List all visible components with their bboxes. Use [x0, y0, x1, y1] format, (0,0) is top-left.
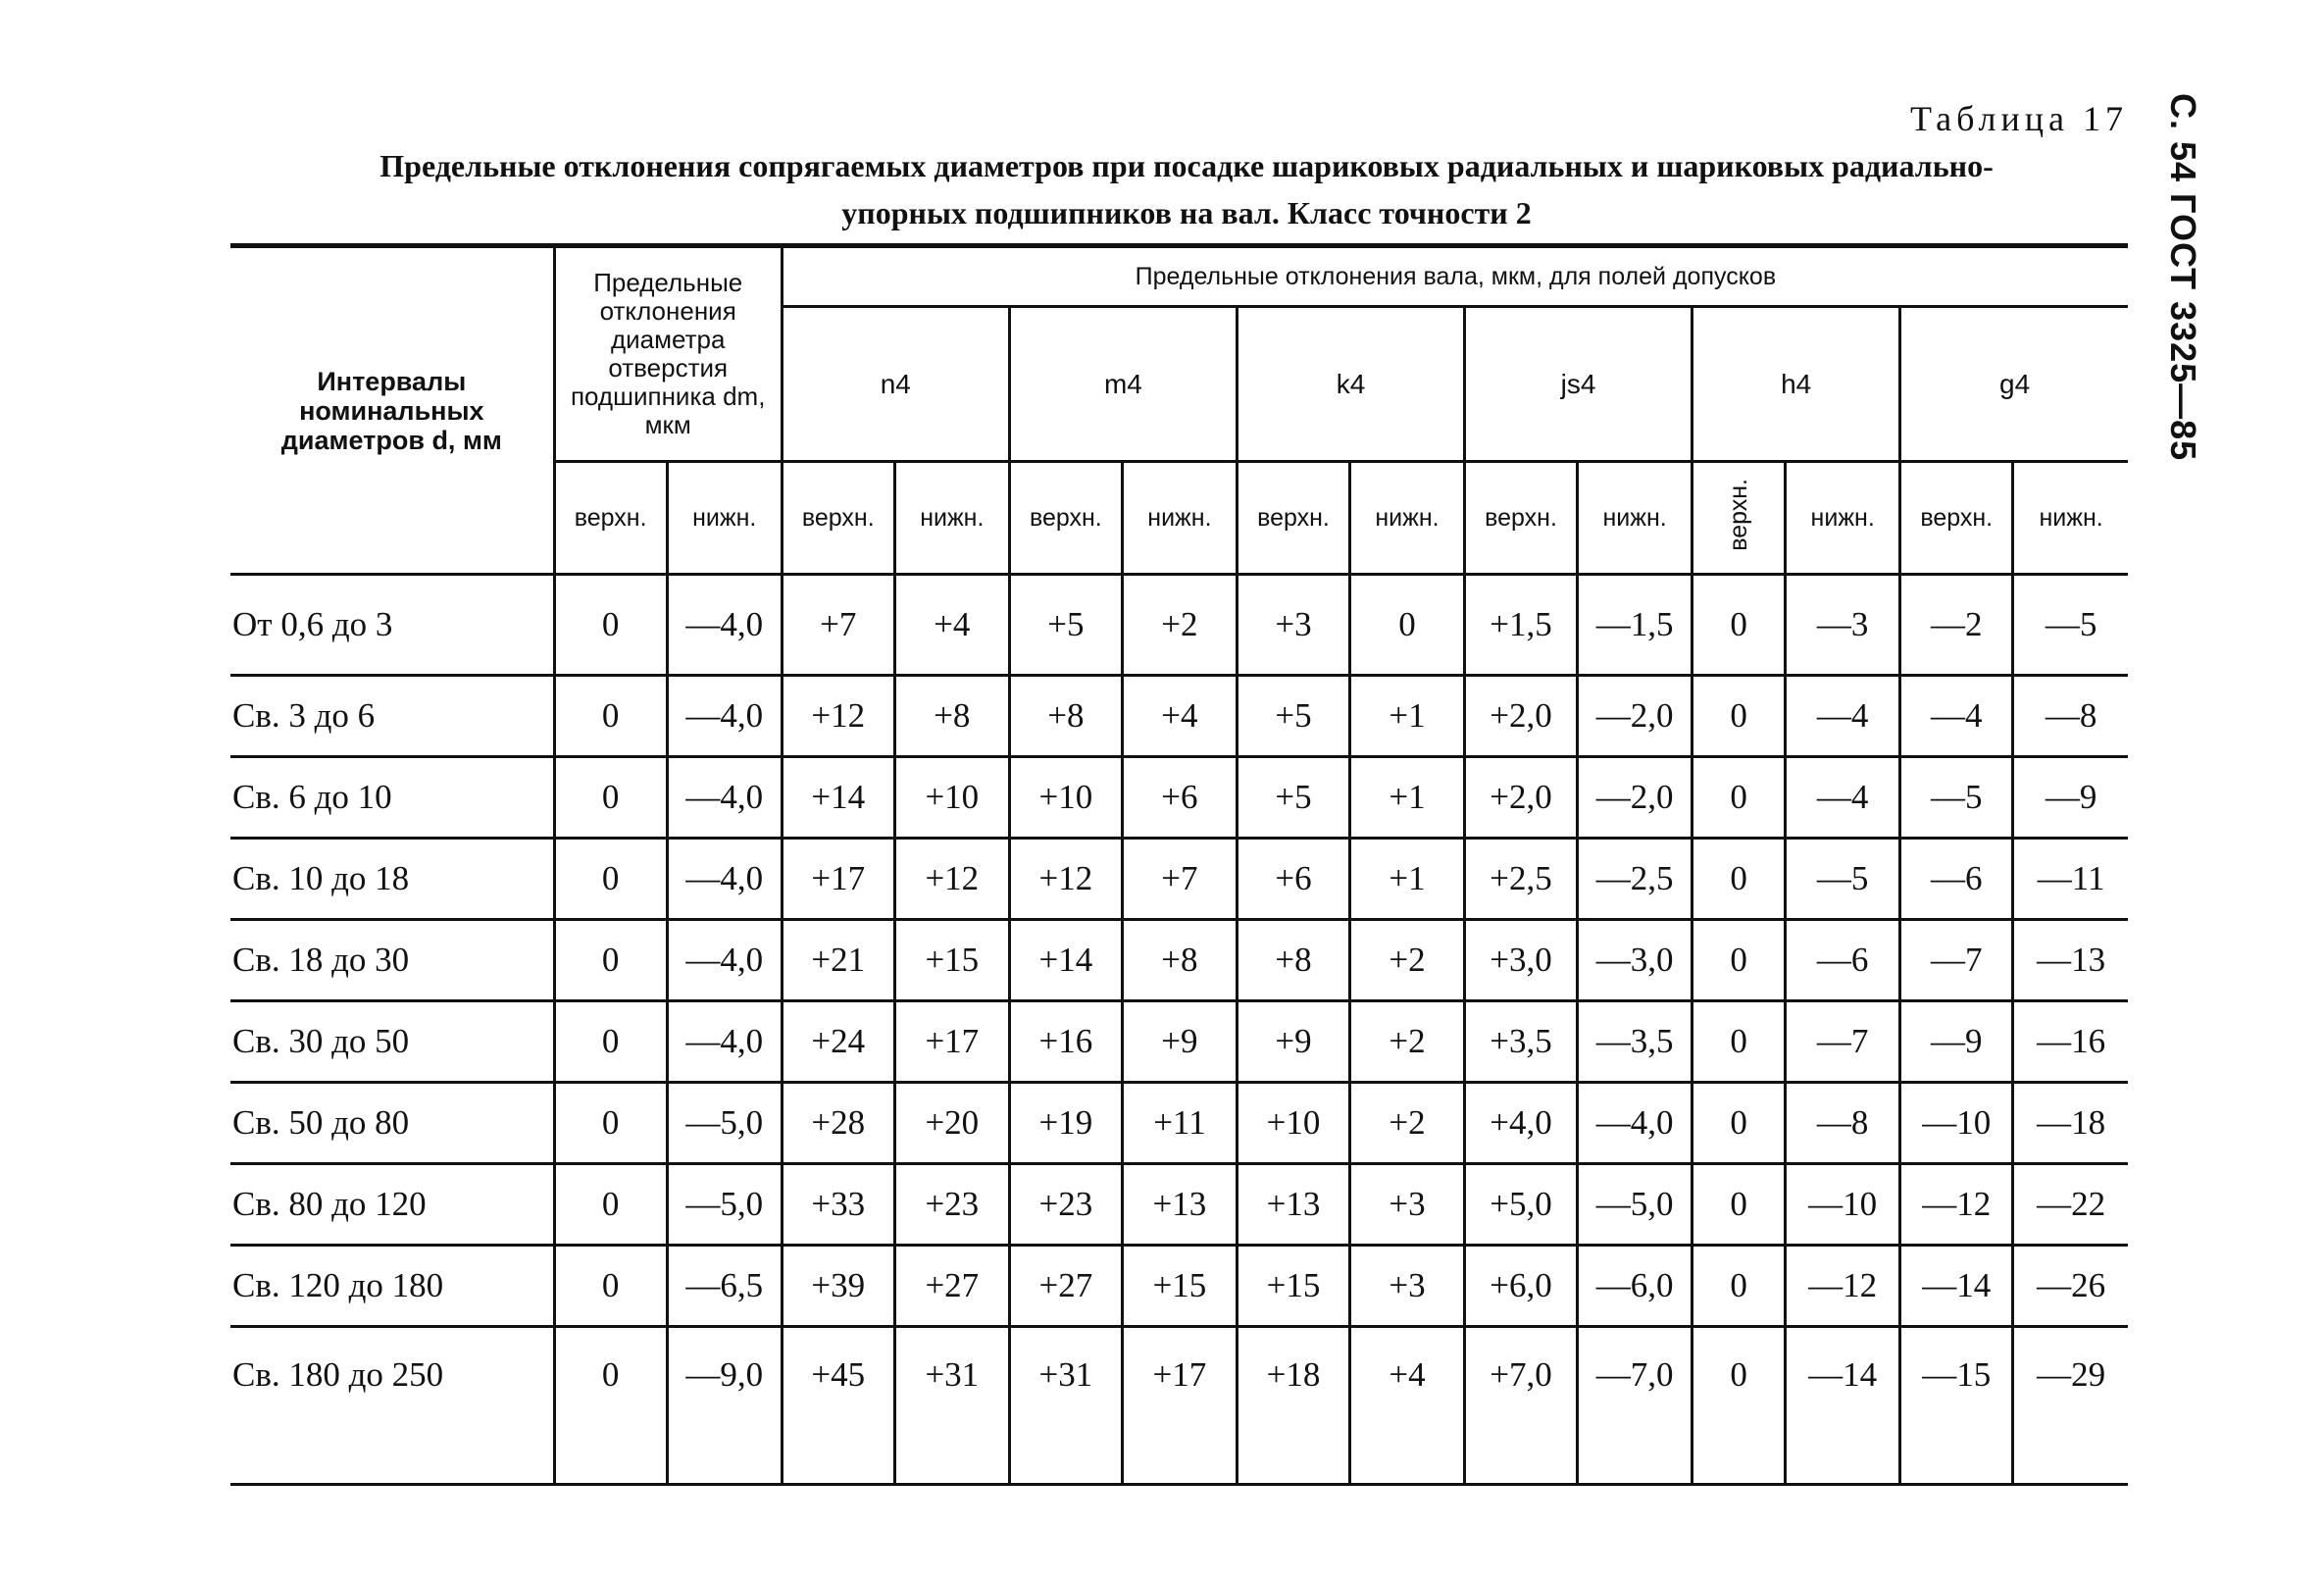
value-cell: +6: [1237, 839, 1349, 920]
value-cell: +13: [1237, 1164, 1349, 1246]
subheader-lower: [667, 462, 782, 575]
value-cell: +39: [782, 1246, 894, 1327]
subheader-upper: [1465, 462, 1578, 575]
interval-cell: Св. 120 до 180: [230, 1246, 554, 1327]
value-cell: +16: [1009, 1001, 1122, 1083]
subheader-lower: [1122, 462, 1237, 575]
value-cell: —10: [1900, 1083, 2013, 1164]
subheader-label: верхн.: [1029, 503, 1102, 532]
value-cell: +6,0: [1465, 1246, 1578, 1327]
value-cell: —4: [1786, 676, 1900, 757]
table-row: [230, 1001, 2128, 1083]
value-cell: +19: [1009, 1083, 1122, 1164]
value-cell: —29: [2013, 1327, 2128, 1485]
value-cell: —10: [1786, 1164, 1900, 1246]
value-cell: +1: [1349, 839, 1464, 920]
tolerance-table: [230, 243, 2128, 1486]
value-cell: +5,0: [1465, 1164, 1578, 1246]
value-cell: +5: [1237, 757, 1349, 839]
value-cell: +8: [894, 676, 1009, 757]
value-cell: +3: [1349, 1164, 1464, 1246]
caption-line-1: Предельные отклонения сопрягаемых диаметров при посадке шариковых радиальных и шариковых радиально-: [379, 148, 1994, 183]
value-cell: —6,5: [667, 1246, 782, 1327]
value-cell: +14: [782, 757, 894, 839]
value-cell: +3: [1237, 575, 1349, 676]
value-cell: 0: [554, 757, 667, 839]
table-caption: [235, 142, 2138, 236]
value-cell: —4: [1900, 676, 2013, 757]
table-row: [230, 575, 2128, 676]
value-cell: +9: [1237, 1001, 1349, 1083]
value-cell: 0: [554, 920, 667, 1001]
field-header: m4: [1009, 307, 1237, 462]
subheader-label: верхн.: [1257, 503, 1330, 532]
value-cell: —5,0: [667, 1083, 782, 1164]
value-cell: —4,0: [667, 676, 782, 757]
subheader-label: верхн.: [1485, 503, 1557, 532]
subheader-upper: [782, 462, 894, 575]
value-cell: +20: [894, 1083, 1009, 1164]
header-bore-deviation: [554, 246, 782, 462]
value-cell: —12: [1786, 1246, 1900, 1327]
table-number: Таблица 17: [1910, 99, 2128, 138]
subheader-label: нижн.: [1602, 503, 1667, 532]
value-cell: +4: [1349, 1327, 1464, 1485]
value-cell: —9,0: [667, 1327, 782, 1485]
value-cell: 0: [1692, 676, 1786, 757]
value-cell: +7: [782, 575, 894, 676]
value-cell: +10: [894, 757, 1009, 839]
value-cell: —5: [1900, 757, 2013, 839]
value-cell: +5: [1237, 676, 1349, 757]
value-cell: +31: [894, 1327, 1009, 1485]
value-cell: +15: [894, 920, 1009, 1001]
value-cell: —15: [1900, 1327, 2013, 1485]
value-cell: +13: [1122, 1164, 1237, 1246]
value-cell: +12: [782, 676, 894, 757]
value-cell: 0: [554, 1327, 667, 1485]
subheader-upper: [554, 462, 667, 575]
value-cell: —6: [1786, 920, 1900, 1001]
value-cell: —5: [1786, 839, 1900, 920]
interval-cell: Св. 80 до 120: [230, 1164, 554, 1246]
value-cell: +33: [782, 1164, 894, 1246]
value-cell: 0: [554, 575, 667, 676]
value-cell: +4,0: [1465, 1083, 1578, 1164]
subheader-lower: [1786, 462, 1900, 575]
value-cell: 0: [1692, 920, 1786, 1001]
value-cell: +2,0: [1465, 676, 1578, 757]
value-cell: +1,5: [1465, 575, 1578, 676]
value-cell: +12: [894, 839, 1009, 920]
table-row: [230, 920, 2128, 1001]
value-cell: +3,0: [1465, 920, 1578, 1001]
header-bore-deviation-text: Предельные отклонения диаметра отверстия подшипника dm, мкм: [570, 268, 766, 439]
value-cell: +17: [782, 839, 894, 920]
value-cell: —11: [2013, 839, 2128, 920]
subheader-label: верхн.: [574, 503, 647, 532]
value-cell: +17: [1122, 1327, 1237, 1485]
value-cell: +10: [1009, 757, 1122, 839]
subheader-lower: [2013, 462, 2128, 575]
value-cell: 0: [1692, 575, 1786, 676]
value-cell: —4,0: [667, 920, 782, 1001]
value-cell: —4,0: [667, 1001, 782, 1083]
interval-cell: Св. 3 до 6: [230, 676, 554, 757]
value-cell: +11: [1122, 1083, 1237, 1164]
subheader-label: нижн.: [2039, 503, 2103, 532]
subheader-label: нижн.: [920, 503, 985, 532]
value-cell: —8: [2013, 676, 2128, 757]
value-cell: 0: [554, 839, 667, 920]
value-cell: —7: [1900, 920, 2013, 1001]
value-cell: 0: [1692, 1327, 1786, 1485]
side-page-header: С. 54 ГОСТ 3325—85: [2163, 93, 2203, 462]
table-row: [230, 1083, 2128, 1164]
field-header: k4: [1237, 307, 1464, 462]
value-cell: +8: [1009, 676, 1122, 757]
table-row: [230, 1327, 2128, 1485]
value-cell: 0: [1692, 839, 1786, 920]
table-row: [230, 839, 2128, 920]
value-cell: +45: [782, 1327, 894, 1485]
value-cell: +27: [894, 1246, 1009, 1327]
subheader-lower: [1349, 462, 1464, 575]
interval-cell: Св. 18 до 30: [230, 920, 554, 1001]
value-cell: —2,5: [1578, 839, 1692, 920]
value-cell: +3: [1349, 1246, 1464, 1327]
value-cell: —13: [2013, 920, 2128, 1001]
value-cell: +27: [1009, 1246, 1122, 1327]
value-cell: —4,0: [667, 839, 782, 920]
value-cell: —2: [1900, 575, 2013, 676]
value-cell: 0: [1692, 1083, 1786, 1164]
table-row: [230, 1164, 2128, 1246]
value-cell: 0: [554, 1164, 667, 1246]
subheader-label: нижн.: [1375, 503, 1440, 532]
subheader-lower: [1578, 462, 1692, 575]
value-cell: —4,0: [1578, 1083, 1692, 1164]
value-cell: +4: [1122, 676, 1237, 757]
value-cell: +18: [1237, 1327, 1349, 1485]
field-header: h4: [1692, 307, 1900, 462]
subheader-label: нижн.: [1147, 503, 1212, 532]
subheader-label: верхн.: [1920, 503, 1994, 532]
value-cell: —3: [1786, 575, 1900, 676]
value-cell: 0: [554, 1246, 667, 1327]
value-cell: —6,0: [1578, 1246, 1692, 1327]
value-cell: —5,0: [667, 1164, 782, 1246]
value-cell: +2: [1349, 1001, 1464, 1083]
value-cell: +2: [1349, 920, 1464, 1001]
field-header: g4: [1900, 307, 2128, 462]
value-cell: +23: [894, 1164, 1009, 1246]
value-cell: +1: [1349, 676, 1464, 757]
value-cell: +15: [1122, 1246, 1237, 1327]
value-cell: —7,0: [1578, 1327, 1692, 1485]
value-cell: +7: [1122, 839, 1237, 920]
value-cell: +14: [1009, 920, 1122, 1001]
value-cell: +2: [1349, 1083, 1464, 1164]
value-cell: —18: [2013, 1083, 2128, 1164]
value-cell: +5: [1009, 575, 1122, 676]
interval-cell: Св. 10 до 18: [230, 839, 554, 920]
value-cell: —2,0: [1578, 676, 1692, 757]
value-cell: 0: [1692, 757, 1786, 839]
header-shaft-deviation: Предельные отклонения вала, мкм, для полей допусков: [782, 246, 2128, 307]
value-cell: —5: [2013, 575, 2128, 676]
field-header: js4: [1465, 307, 1692, 462]
interval-cell: От 0,6 до 3: [232, 605, 393, 643]
value-cell: —1,5: [1578, 575, 1692, 676]
value-cell: +21: [782, 920, 894, 1001]
value-cell: 0: [554, 1083, 667, 1164]
field-header: n4: [782, 307, 1009, 462]
value-cell: +6: [1122, 757, 1237, 839]
interval-cell: Св. 180 до 250: [230, 1327, 554, 1485]
value-cell: —2,0: [1578, 757, 1692, 839]
value-cell: —14: [1786, 1327, 1900, 1485]
value-cell: +8: [1122, 920, 1237, 1001]
value-cell: 0: [1692, 1164, 1786, 1246]
value-cell: —6: [1900, 839, 2013, 920]
caption-line-2: упорных подшипников на вал. Класс точности 2: [841, 195, 1532, 230]
value-cell: +23: [1009, 1164, 1122, 1246]
value-cell: —9: [2013, 757, 2128, 839]
value-cell: —9: [1900, 1001, 2013, 1083]
value-cell: +4: [894, 575, 1009, 676]
interval-cell: Св. 30 до 50: [230, 1001, 554, 1083]
value-cell: —12: [1900, 1164, 2013, 1246]
value-cell: +2,5: [1465, 839, 1578, 920]
subheader-upper: [1900, 462, 2013, 575]
value-cell: —4: [1786, 757, 1900, 839]
table-row: [230, 1246, 2128, 1327]
value-cell: —5,0: [1578, 1164, 1692, 1246]
value-cell: +2: [1122, 575, 1237, 676]
header-intervals: [230, 246, 554, 575]
value-cell: +28: [782, 1083, 894, 1164]
value-cell: +2,0: [1465, 757, 1578, 839]
value-cell: —22: [2013, 1164, 2128, 1246]
value-cell: +3,5: [1465, 1001, 1578, 1083]
value-cell: —16: [2013, 1001, 2128, 1083]
value-cell: +31: [1009, 1327, 1122, 1485]
interval-cell: Св. 50 до 80: [230, 1083, 554, 1164]
value-cell: +7,0: [1465, 1327, 1578, 1485]
value-cell: +10: [1237, 1083, 1349, 1164]
subheader-label: нижн.: [1810, 503, 1875, 532]
value-cell: +17: [894, 1001, 1009, 1083]
value-cell: —8: [1786, 1083, 1900, 1164]
value-cell: +24: [782, 1001, 894, 1083]
value-cell: +9: [1122, 1001, 1237, 1083]
value-cell: +15: [1237, 1246, 1349, 1327]
subheader-upper: [1237, 462, 1349, 575]
value-cell: —26: [2013, 1246, 2128, 1327]
value-cell: —4,0: [667, 575, 782, 676]
subheader-label: нижн.: [692, 503, 757, 532]
value-cell: 0: [1692, 1001, 1786, 1083]
subheader-upper: [1009, 462, 1122, 575]
value-cell: —4,0: [667, 757, 782, 839]
value-cell: —14: [1900, 1246, 2013, 1327]
value-cell: —3,5: [1578, 1001, 1692, 1083]
value-cell: 0: [554, 1001, 667, 1083]
value-cell: 0: [1692, 1246, 1786, 1327]
subheader-label: верхн.: [801, 503, 875, 532]
subheader-label: верхн.: [1724, 478, 1752, 551]
value-cell: 0: [554, 676, 667, 757]
value-cell: —3,0: [1578, 920, 1692, 1001]
table-row: [230, 757, 2128, 839]
value-cell: +12: [1009, 839, 1122, 920]
header-intervals-text: Интервалы номинальных диаметров d, мм: [280, 366, 502, 455]
value-cell: 0: [1349, 575, 1464, 676]
value-cell: —7: [1786, 1001, 1900, 1083]
interval-cell: Св. 6 до 10: [230, 757, 554, 839]
value-cell: +1: [1349, 757, 1464, 839]
value-cell: +8: [1237, 920, 1349, 1001]
table-row: [230, 676, 2128, 757]
subheader-upper: [1692, 462, 1786, 575]
subheader-lower: [894, 462, 1009, 575]
